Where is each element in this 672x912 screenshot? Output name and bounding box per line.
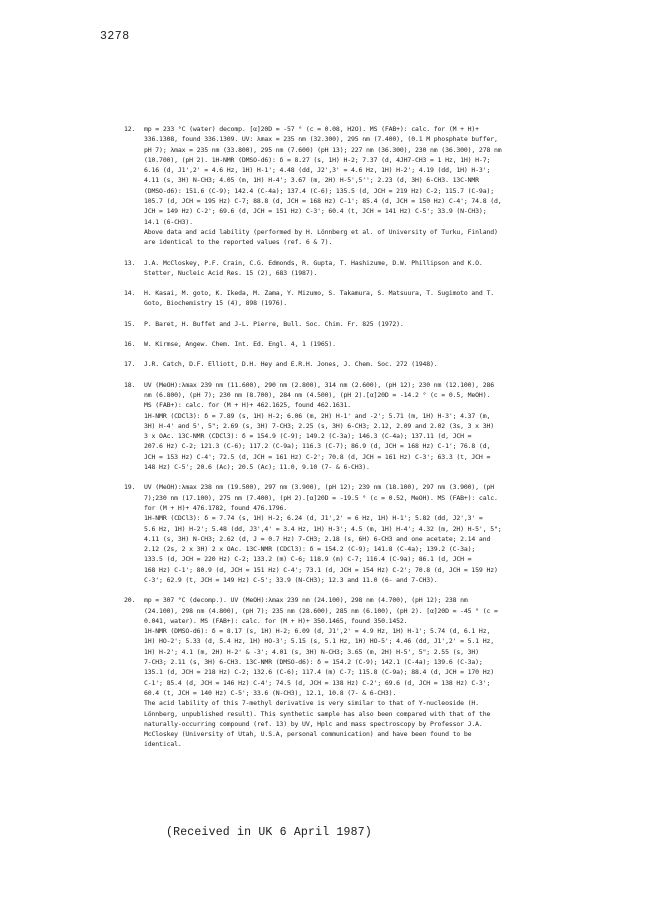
note-text: The acid lability of this 7-methyl derivative is very similar to that of Y-nucleoside (H.: [144, 699, 479, 708]
reference-note: [124, 288, 572, 309]
note-line: [124, 719, 572, 729]
note-number: [124, 729, 144, 739]
note-number: [124, 175, 144, 185]
received-date: (Received in UK 6 April 1987): [166, 826, 372, 839]
note-line: [124, 739, 572, 749]
note-text: 168 Hz) C-1'; 80.9 (d, JCH = 151 Hz) C-4'; 73.1 (d, JCH = 154 Hz) C-2'; 70.8 (d, JCH = 159 Hz): [144, 565, 498, 574]
note-line: [124, 709, 572, 719]
note-line: [124, 698, 572, 708]
note-line: [124, 380, 572, 390]
note-text: pH 7); λmax = 235 nm (33.800), 295 nm (7.600) (pH 13); 227 nm (36.300), 230 nm (36.300), 278 nm: [144, 145, 502, 154]
note-number: [124, 575, 144, 585]
note-line: [124, 729, 572, 739]
note-number: [124, 606, 144, 616]
note-number: [124, 431, 144, 441]
note-number: [124, 503, 144, 513]
reference-note: [124, 258, 572, 279]
note-number: [124, 513, 144, 523]
note-line: [124, 390, 572, 400]
note-line: [124, 134, 572, 144]
note-text: mp = 233 °C (water) decomp. [α]20D = -57 ° (c = 0.08, H2O). MS (FAB+): calc. for (M + H)+: [144, 125, 479, 133]
notes-list: [124, 124, 572, 750]
note-text: 4.11 (s, 3H) N-CH3; 4.05 (m, 1H) H-4'; 3.67 (m, 2H) H-5',5''; 2.23 (d, 3H) 6-CH3. 13C-NMR: [144, 176, 479, 185]
note-line: [124, 217, 572, 227]
note-text: C-3'; 62.9 (t, JCH = 149 Hz) C-5'; 33.9 (N-CH3); 12.3 and 11.0 (6- and 7-CH3).: [144, 575, 438, 584]
note-line: [124, 175, 572, 185]
note-text: 1H) HO-2'; 5.33 (d, 5.4 Hz, 1H) HO-3'; 5.15 (s, 5.1 Hz, 1H) HO-5'; 4.46 (dd, J1',2' = 5.1 Hz,: [144, 637, 494, 646]
note-text: are identical to the reported values (ref. 6 & 7).: [144, 238, 333, 247]
note-line: [124, 462, 572, 472]
note-text: 5.6 Hz, 1H) H-2'; 5.48 (dd, J3',4' = 3.4 Hz, 1H) H-3'; 4.5 (m, 1H) H-4'; 4.32 (m, 2H) H-5', 5";: [144, 524, 502, 533]
note-text: identical.: [144, 740, 182, 749]
note-text: Stetter, Nucleic Acid Res. 15 (2), 683 (1987).: [144, 268, 318, 277]
note-text: naturally-occurring compound (ref. 13) by UV, Hplc and mass spectroscopy by Professor J.A.: [144, 719, 483, 728]
note-number: [124, 636, 144, 646]
note-text: 135.1 (d, JCH = 218 Hz) C-2; 132.6 (C-6); 117.4 (m) C-7; 115.8 (C-9a); 88.4 (d, JCH = 170 Hz): [144, 668, 494, 677]
note-number: [124, 462, 144, 472]
note-line: [124, 431, 572, 441]
note-text: 148 Hz) C-5'; 20.6 (Ac); 20.5 (Ac); 11.0, 9.10 (7- & 6-CH3).: [144, 463, 370, 472]
note-number: [124, 411, 144, 421]
note-line: [124, 400, 572, 410]
note-number: [124, 719, 144, 729]
note-line: [124, 441, 572, 451]
note-line: [124, 575, 572, 585]
note-line: [124, 411, 572, 421]
note-number: [124, 657, 144, 667]
note-number: [124, 155, 144, 165]
note-number: [124, 544, 144, 554]
note-line: [124, 145, 572, 155]
note-line: [124, 196, 572, 206]
note-line: [124, 124, 572, 134]
note-line: [124, 237, 572, 247]
note-text: 336.1308, found 336.1309. UV: λmax = 235 nm (32.300), 295 nm (7.400), (0.1 M phosphate buffer,: [144, 135, 498, 144]
note-line: [124, 544, 572, 554]
note-line: [124, 268, 572, 278]
note-line: [124, 319, 572, 329]
note-text: (10.700), (pH 2). 1H-NMR (DMSO-d6): δ = 8.27 (s, 1H) H-2; 7.37 (d, 4JH7-CH3 = 1 Hz, 1H) H-7;: [144, 155, 491, 164]
note-number: [124, 227, 144, 237]
note-line: [124, 678, 572, 688]
note-line: [124, 606, 572, 616]
note-number: [124, 206, 144, 216]
note-number: [124, 626, 144, 636]
note-line: [124, 206, 572, 216]
note-text: P. Baret, H. Buffet and J-L. Pierre, Bull. Soc. Chim. Fr. 825 (1972).: [144, 319, 404, 328]
note-text: McCloskey (University of Utah, U.S.A, personal communication) and have been found to be: [144, 730, 472, 739]
note-number: [124, 688, 144, 698]
reference-note: [124, 380, 572, 473]
page-number: 3278: [100, 30, 130, 43]
note-text: 1H-NMR (CDCl3): δ = 7.74 (s, 1H) H-2; 6.24 (d, J1',2' = 6 Hz, 1H) H-1'; 5.82 (dd, J2',3' =: [144, 514, 483, 523]
note-line: [124, 595, 572, 605]
note-number: 20.: [124, 596, 136, 605]
note-line: [124, 524, 572, 534]
note-line: [124, 288, 572, 298]
note-number: [124, 667, 144, 677]
note-text: H. Kasai, M. goto, K. Ikeda, M. Zama, Y. Mizumo, S. Takamura, S. Matsuura, T. Sugimoto and T.: [144, 289, 494, 298]
note-number: [124, 452, 144, 462]
note-text: (DMSO-d6): 151.6 (C-9); 142.4 (C-4a); 137.4 (C-6); 135.5 (d, JCH = 219 Hz) C-2; 115.7 (C-9a);: [144, 186, 494, 195]
note-text: nm (6.800), (pH 7); 230 nm (8.700), 284 nm (4.500), (pH 2).[α]20D = -14.2 ° (c = 0.5, MeOH).: [144, 390, 491, 399]
note-line: [124, 165, 572, 175]
note-text: 207.6 Hz) C-2; 121.3 (C-6); 117.2 (C-9a); 116.3 (C-7); 86.9 (d, JCH = 168 Hz) C-1'; 76.8 (d,: [144, 442, 491, 451]
note-number: [124, 145, 144, 155]
note-text: 7-CH3; 2.11 (s, 3H) 6-CH3. 13C-NMR (DMSO-d6): δ = 154.2 (C-9); 142.1 (C-4a); 139.6 (C-3a);: [144, 658, 483, 667]
reference-note: [124, 124, 572, 248]
reference-note: [124, 319, 572, 329]
reference-note: [124, 482, 572, 585]
note-number: 19.: [124, 483, 136, 492]
note-text: 1H) H-2'; 4.1 (m, 2H) H-2' & -3'; 4.01 (s, 3H) N-CH3; 3.65 (m, 2H) H-5', 5"; 2.55 (s, 3H): [144, 647, 479, 656]
note-number: [124, 524, 144, 534]
note-line: [124, 667, 572, 677]
note-text: C-1'; 85.4 (d, JCH = 146 Hz) C-4'; 74.5 (d, JCH = 138 Hz) C-2'; 69.6 (d, JCH = 138 Hz) C-3';: [144, 678, 491, 687]
note-text: 60.4 (t, JCH = 140 Hz) C-5'; 33.6 (N-CH3), 12.1, 10.8 (7- & 6-CH3).: [144, 688, 397, 697]
reference-note: [124, 359, 572, 369]
note-line: [124, 452, 572, 462]
note-number: [124, 678, 144, 688]
note-text: for (M + H)+ 476.1782, found 476.1796.: [144, 503, 288, 512]
note-line: [124, 647, 572, 657]
note-line: [124, 339, 572, 349]
note-number: [124, 134, 144, 144]
note-text: 6.16 (d, J1',2' = 4.6 Hz, 1H) H-1'; 4.48 (dd, J2',3' = 4.6 Hz, 1H) H-2'; 4.19 (dd, 1H) H-3';: [144, 166, 491, 175]
note-text: 4.11 (s, 3H) N-CH3; 2.62 (d, J = 0.7 Hz) 7-CH3; 2.18 (s, 6H) 6-CH3 and one acetate; 2.14 and: [144, 534, 491, 543]
note-number: 14.: [124, 289, 136, 298]
note-line: [124, 513, 572, 523]
note-number: [124, 565, 144, 575]
note-text: (24.100), 298 nm (4.800), (pH 7); 235 nm (28.600), 285 nm (6.100), (pH 2). [α]20D = -45 ° (c =: [144, 606, 498, 615]
note-text: 14.1 (6-CH3).: [144, 217, 193, 226]
note-text: J.R. Catch, D.F. Elliott, D.H. Hey and E.R.H. Jones, J. Chem. Soc. 272 (1948).: [144, 360, 438, 369]
note-number: 12.: [124, 125, 136, 133]
note-number: [124, 298, 144, 308]
note-line: [124, 298, 572, 308]
note-number: [124, 421, 144, 431]
note-line: [124, 493, 572, 503]
note-text: 7);230 nm (17.100), 275 nm (7.400), (pH 2).[α]20D = -19.5 ° (c = 0.52, MeOH). MS (FAB+): calc.: [144, 493, 498, 502]
note-number: [124, 268, 144, 278]
note-text: 133.5 (d, JCH = 220 Hz) C-2; 133.2 (m) C-6; 118.9 (m) C-7; 116.4 (C-9a); 86.1 (d, JCH =: [144, 555, 472, 564]
note-number: [124, 647, 144, 657]
note-text: 0.041, water). MS (FAB+): calc. for (M + H)+ 350.1465, found 350.1452.: [144, 616, 408, 625]
note-number: [124, 739, 144, 749]
note-number: 18.: [124, 380, 136, 389]
note-text: 105.7 (d, JCH = 195 Hz) C-7; 88.8 (d, JCH = 168 Hz) C-1'; 85.4 (d, JCH = 150 Hz) C-4'; 74.8 (d,: [144, 197, 502, 206]
note-text: 2.12 (2s, 2 x 3H) 2 x OAc. 13C-NMR (CDCl3): δ = 154.2 (C-9); 141.8 (C-4a); 139.2 (C-3a);: [144, 545, 476, 554]
note-text: UV (MeOH):λmax 239 nm (11.600), 290 nm (2.800), 314 nm (2.600), (pH 12); 230 nm (12.100), 286: [144, 380, 494, 389]
note-line: [124, 534, 572, 544]
note-line: [124, 626, 572, 636]
note-number: [124, 554, 144, 564]
note-text: UV (MeOH):λmax 238 nm (19.500), 297 nm (3.900), (pH 12); 239 nm (18.100), 297 nm (3.900), (pH: [144, 483, 494, 492]
note-line: [124, 565, 572, 575]
note-number: [124, 217, 144, 227]
note-text: MS (FAB+): calc. for (M + H)+ 462.1625, found 462.1631.: [144, 401, 351, 410]
note-number: [124, 165, 144, 175]
note-text: W. Kirmse, Angew. Chem. Int. Ed. Engl. 4, 1 (1965).: [144, 340, 336, 349]
note-number: [124, 616, 144, 626]
note-text: Goto, Biochemistry 15 (4), 898 (1976).: [144, 299, 288, 308]
note-line: [124, 482, 572, 492]
note-line: [124, 657, 572, 667]
note-text: J.A. McCloskey, P.F. Crain, C.G. Edmonds, R. Gupta, T. Hashizume, D.W. Phillipson and K.O.: [144, 258, 483, 267]
note-text: Above data and acid lability (performed by H. Lönnberg et al. of University of Turku, Finland): [144, 227, 498, 236]
note-text: 1H-NMR (CDCl3): δ = 7.89 (s, 1H) H-2; 6.06 (m, 2H) H-1' and -2'; 5.71 (m, 1H) H-3'; 4.37 (m,: [144, 411, 491, 420]
reference-note: [124, 339, 572, 349]
note-number: [124, 709, 144, 719]
note-line: [124, 503, 572, 513]
note-line: [124, 688, 572, 698]
note-line: [124, 636, 572, 646]
note-text: 3 x OAc. 13C-NMR (CDCl3): δ = 154.9 (C-9); 149.2 (C-3a); 146.3 (C-4a); 137.11 (d, JCH =: [144, 432, 472, 441]
note-number: [124, 493, 144, 503]
note-number: [124, 534, 144, 544]
note-number: [124, 400, 144, 410]
note-number: 17.: [124, 360, 136, 369]
note-text: mp = 307 °C (decomp.). UV (MeOH):λmax 239 nm (24.100), 298 nm (4.700), (pH 12); 238 nm: [144, 596, 468, 605]
note-line: [124, 155, 572, 165]
note-line: [124, 359, 572, 369]
note-text: JCH = 149 Hz) C-2'; 69.6 (d, JCH = 151 Hz) C-3'; 60.4 (t, JCH = 141 Hz) C-5'; 33.9 (N-CH3);: [144, 207, 487, 216]
note-number: [124, 237, 144, 247]
note-number: [124, 186, 144, 196]
note-line: [124, 227, 572, 237]
note-number: [124, 441, 144, 451]
note-line: [124, 421, 572, 431]
note-number: [124, 698, 144, 708]
note-line: [124, 186, 572, 196]
note-text: 1H-NMR (DMSO-d6): δ = 8.17 (s, 1H) H-2; 6.09 (d, J1',2' = 4.9 Hz, 1H) H-1'; 5.74 (d, 6.1 Hz,: [144, 627, 491, 636]
note-number: 16.: [124, 340, 136, 349]
reference-note: [124, 595, 572, 749]
note-number: 15.: [124, 319, 136, 328]
note-line: [124, 554, 572, 564]
note-text: Lönnberg, unpublished result). This synthetic sample has also been compared with that of the: [144, 709, 491, 718]
note-text: JCH = 153 Hz) C-4'; 72.5 (d, JCH = 161 Hz) C-2'; 70.8 (d, JCH = 161 Hz) C-3'; 63.3 (t, JCH =: [144, 452, 491, 461]
note-number: [124, 196, 144, 206]
note-number: 13.: [124, 258, 136, 267]
note-line: [124, 258, 572, 268]
note-number: [124, 390, 144, 400]
note-text: 3H) H-4' and 5', 5"; 2.69 (s, 3H) 7-CH3; 2.25 (s, 3H) 6-CH3; 2.12, 2.09 and 2.02 (3s, 3 x 3H): [144, 421, 494, 430]
note-line: [124, 616, 572, 626]
